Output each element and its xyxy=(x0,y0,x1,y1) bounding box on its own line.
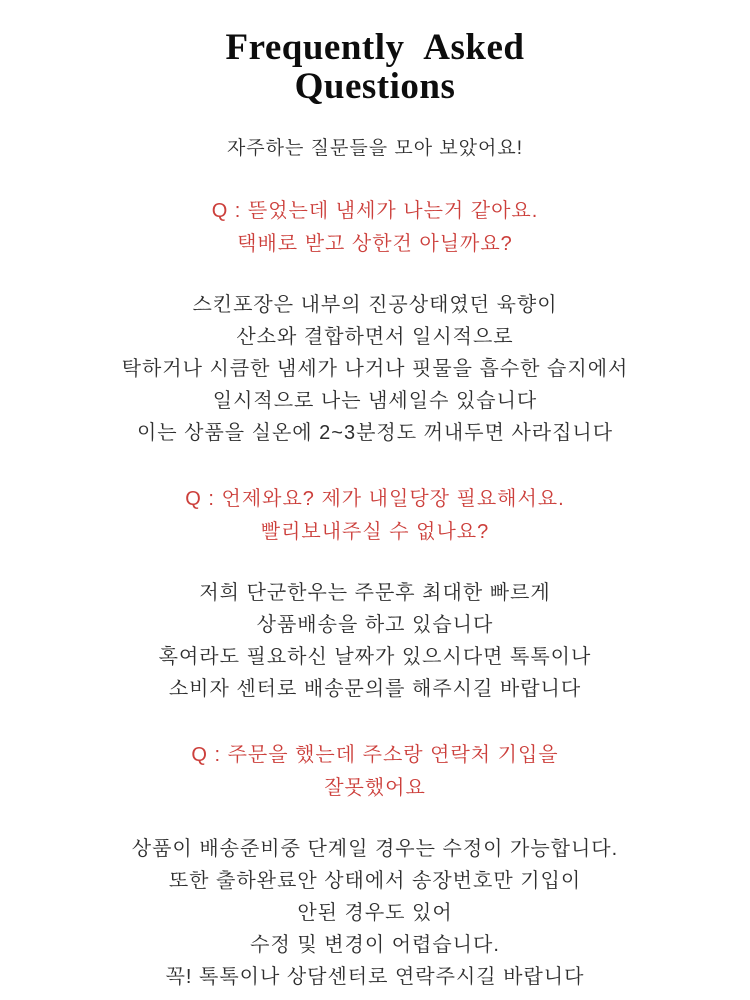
answer-line: 이는 상품을 실온에 2~3분정도 꺼내두면 사라집니다 xyxy=(136,422,614,444)
answer-line: 꼭! 톡톡이나 상담센터로 연락주시길 바랍니다 xyxy=(165,966,585,988)
faq-answer-3 xyxy=(0,833,750,993)
answer-line: 스킨포장은 내부의 진공상태였던 육향이 xyxy=(192,294,558,316)
question-line: Q : 주문을 했는데 주소랑 연락처 기입을 xyxy=(191,744,559,766)
question-line: Q : 언제와요? 제가 내일당장 필요해서요. xyxy=(185,488,565,510)
faq-item-2 xyxy=(0,483,750,705)
answer-line: 안된 경우도 있어 xyxy=(297,902,453,924)
page-subtitle: 자주하는 질문들을 모아 보았어요! xyxy=(226,138,524,159)
answer-line: 소비자 센터로 배송문의를 해주시길 바랍니다 xyxy=(168,678,582,700)
faq-answer-2 xyxy=(0,577,750,705)
question-line: 택배로 받고 상한건 아닐까요? xyxy=(237,233,513,255)
question-line: 빨리보내주실 수 없나요? xyxy=(260,521,490,543)
answer-line: 상품배송을 하고 있습니다 xyxy=(256,614,494,636)
answer-line: 산소와 결합하면서 일시적으로 xyxy=(236,326,514,348)
answer-line: 저희 단군한우는 주문후 최대한 빠르게 xyxy=(199,582,551,604)
faq-item-3 xyxy=(0,739,750,993)
faq-question-1 xyxy=(0,195,750,261)
answer-line: 탁하거나 시큼한 냄세가 나거나 핏물을 흡수한 습지에서 xyxy=(121,358,629,380)
answer-line: 일시적으로 나는 냄세일수 있습니다 xyxy=(212,390,538,412)
faq-question-2 xyxy=(0,483,750,549)
page-title-line-1: Frequently Asked xyxy=(225,27,525,68)
page-title xyxy=(0,0,750,106)
answer-line: 또한 출하완료안 상태에서 송장번호만 기입이 xyxy=(168,870,582,892)
answer-line: 혹여라도 필요하신 날짜가 있으시다면 톡톡이나 xyxy=(158,646,592,668)
question-line: 잘못했어요 xyxy=(324,777,426,799)
answer-line: 상품이 배송준비중 단계일 경우는 수정이 가능합니다. xyxy=(131,838,619,860)
answer-line: 수정 및 변경이 어렵습니다. xyxy=(250,934,500,956)
faq-item-1 xyxy=(0,195,750,449)
faq-answer-1 xyxy=(0,289,750,449)
faq-question-3 xyxy=(0,739,750,805)
question-line: Q : 뜯었는데 냄세가 나는거 같아요. xyxy=(211,200,539,222)
page-title-line-2: Questions xyxy=(294,66,456,107)
